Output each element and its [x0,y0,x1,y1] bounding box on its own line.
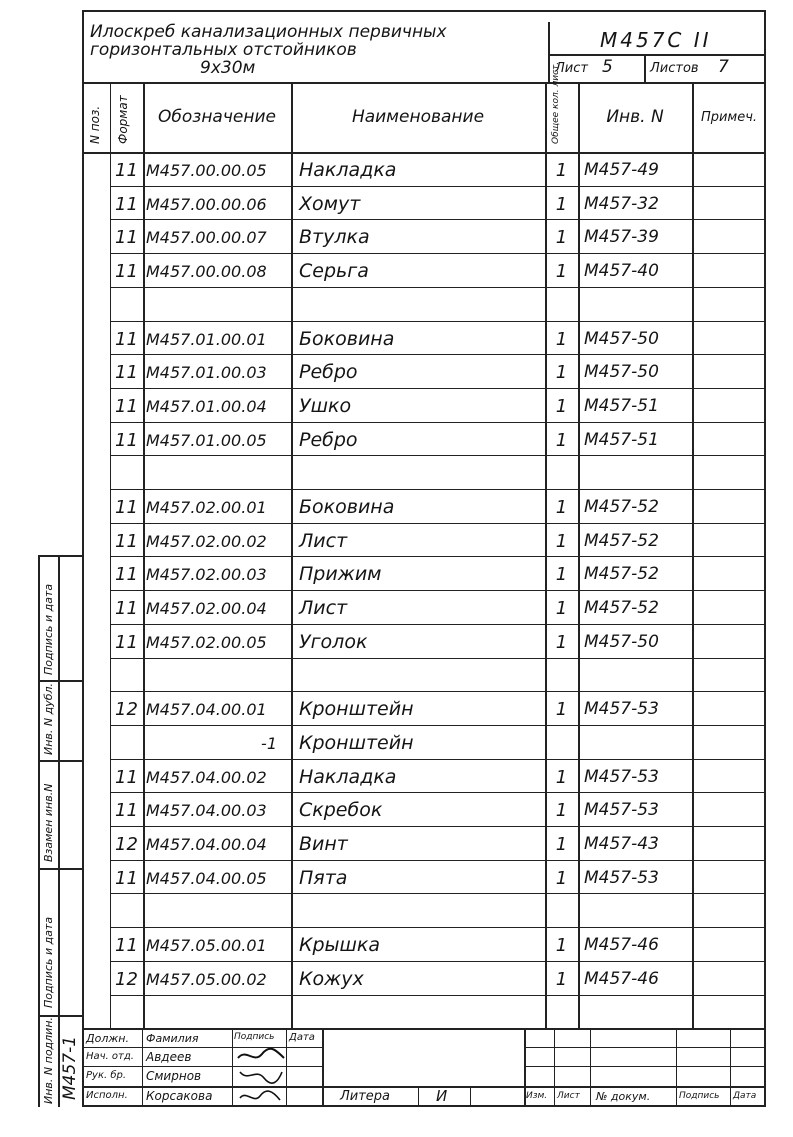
title-block-vline [142,1028,143,1107]
cell-inv: М457-53 [584,767,659,787]
cell-qty: 1 [555,563,568,585]
tb-person-surname: Авдеев [146,1050,192,1064]
table-row-line [110,186,766,187]
cell-name: Ребро [299,361,358,383]
sheet-label: Лист [555,61,588,76]
cell-qty: 1 [555,530,568,552]
cell-qty [545,895,578,927]
cell-inv: М457-50 [584,362,659,382]
header-pos: N поз. [88,105,102,144]
table-column-line [692,82,694,1028]
cell-designation: М457.00.00.06 [146,194,267,214]
side-stamp-divider [58,555,60,1107]
cell-name: Кронштейн [299,732,414,754]
cell-qty: 1 [555,361,568,383]
cell-designation [143,289,291,321]
header-name: Наименование [351,107,485,127]
tb-person-position: Нач. отд. [86,1051,134,1062]
cell-inv: М457-53 [584,800,659,820]
cell-inv: М457-51 [584,396,659,416]
cell-inv: М457-52 [584,497,659,517]
cell-qty [545,997,578,1029]
cell-name: Прижим [299,563,382,585]
rev-col: Изм. [526,1091,548,1101]
cell-qty [545,660,578,692]
cell-designation [143,660,291,692]
table-row-line [110,321,766,322]
cell-format: 11 [115,766,138,788]
cell-format: 11 [115,597,138,619]
cell-name: Крышка [299,934,381,956]
cell-format: 12 [115,833,138,855]
cell-qty: 1 [555,496,568,518]
cell-inv: М457-52 [584,531,659,551]
table-row-line [110,927,766,928]
cell-format: 11 [115,395,138,417]
cell-designation: -1 [261,733,277,753]
cell-name: Лист [299,597,348,619]
tb-person-position: Исполн. [86,1090,128,1101]
cell-qty: 1 [555,631,568,653]
table-row-line [110,489,766,490]
cell-inv [578,997,692,1029]
header-note: Примеч. [700,109,758,125]
cell-designation: М457.02.00.01 [146,497,267,517]
cell-name: Лист [299,530,348,552]
cell-format: 11 [115,799,138,821]
cell-designation: М457.01.00.01 [146,329,267,349]
header-qty: Общее кол. лист. [551,61,561,144]
cell-designation: М457.05.00.01 [146,935,267,955]
cell-format: 11 [115,193,138,215]
cell-name [291,289,545,321]
header-designation: Обозначение [158,107,276,127]
title-block-vline [418,1086,419,1107]
cell-designation: М457.04.00.02 [146,767,267,787]
cell-inv: М457-50 [584,329,659,349]
cell-inv [578,895,692,927]
header-format: Формат [116,95,130,144]
cell-format: 11 [115,429,138,451]
table-row-line [110,388,766,389]
table-row-line [110,523,766,524]
title-block-vline [554,1028,555,1107]
cell-format: 11 [115,260,138,282]
document-title-line-3: 9х30м [200,58,256,78]
rev-col: Дата [733,1091,757,1101]
cell-designation: М457.02.00.04 [146,598,267,618]
cell-qty: 1 [555,226,568,248]
signature-scribble-2 [236,1066,286,1086]
cell-designation: М457.04.00.01 [146,699,267,719]
cell-name [291,997,545,1029]
cell-format [110,895,143,927]
cell-format [110,457,143,489]
cell-inv [578,727,692,759]
cell-format [110,660,143,692]
cell-qty: 1 [555,968,568,990]
cell-name: Уголок [299,631,368,653]
cell-designation: М457.00.00.08 [146,261,267,281]
cell-name [291,457,545,489]
cell-qty: 1 [555,597,568,619]
side-stamp-hline [38,555,82,557]
cell-qty: 1 [555,833,568,855]
rev-col: № докум. [596,1090,651,1103]
cell-designation: М457.00.00.05 [146,160,267,180]
cell-inv: М457-32 [584,194,659,214]
side-label-replace-inv: Взамен инв.N [42,783,55,862]
cell-designation [143,457,291,489]
table-row-line [110,995,766,996]
cell-designation [143,997,291,1029]
cell-format: 11 [115,226,138,248]
cell-name: Боковина [299,496,395,518]
cell-inv: М457-39 [584,227,659,247]
cell-format: 11 [115,328,138,350]
rev-col: Лист [557,1091,580,1101]
cell-format: 11 [115,496,138,518]
table-row-line [110,287,766,288]
document-title-line-2: горизонтальных отстойников [90,40,357,60]
cell-inv: М457-52 [584,598,659,618]
table-row-line [110,961,766,962]
header-right-vline [548,22,550,82]
header-right-hline [548,54,766,56]
side-stamp-outer-left [38,555,40,1107]
litera-value: И [436,1087,448,1105]
cell-designation: М457.01.00.03 [146,362,267,382]
tb-person-position: Рук. бр. [86,1070,127,1081]
cell-name: Скребок [299,799,383,821]
cell-qty: 1 [555,260,568,282]
sheet-number: 5 [602,57,613,77]
sheets-total: 7 [718,57,729,77]
side-label-inv-dup: Инв. N дубл. [42,682,55,755]
cell-format: 11 [115,934,138,956]
table-row-line [110,590,766,591]
cell-designation: М457.00.00.07 [146,227,267,247]
table-row-line [110,759,766,760]
signature-scribble-1 [236,1046,286,1066]
cell-inv [578,660,692,692]
cell-name: Ребро [299,429,358,451]
title-block-top [82,1028,766,1030]
document-title-line-1: Илоскреб канализационных первичных [90,22,447,42]
cell-format [110,997,143,1029]
cell-name: Винт [299,833,348,855]
title-block-vline [730,1028,731,1107]
cell-name [291,660,545,692]
cell-qty [545,289,578,321]
signature-scribble-3 [236,1088,286,1106]
cell-qty: 1 [555,193,568,215]
cell-inv [578,289,692,321]
tb-col-date: Дата [289,1032,315,1043]
cell-qty: 1 [555,328,568,350]
cell-qty: 1 [555,395,568,417]
cell-name: Кожух [299,968,364,990]
cell-designation: М457.01.00.05 [146,430,267,450]
cell-name: Ушко [299,395,352,417]
cell-name [291,895,545,927]
table-row-line [110,624,766,625]
cell-qty [545,457,578,489]
cell-qty: 1 [555,867,568,889]
cell-qty: 1 [555,159,568,181]
cell-qty [545,727,578,759]
cell-format: 11 [115,530,138,552]
title-block-vline [676,1028,677,1107]
cell-designation: М457.04.00.04 [146,834,267,854]
cell-format: 11 [115,361,138,383]
title-block-vline [232,1028,233,1107]
table-row-line [110,826,766,827]
cell-inv: М457-46 [584,969,659,989]
cell-format [110,727,143,759]
cell-inv [578,457,692,489]
cell-name: Боковина [299,328,395,350]
table-row-line [110,860,766,861]
document-code: М457С II [600,28,712,52]
cell-format: 12 [115,698,138,720]
cell-name: Накладка [299,159,397,181]
table-row-line [110,725,766,726]
cell-inv: М457-51 [584,430,659,450]
side-label-sign-date-bottom: Подпись и дата [42,916,55,1008]
side-inv-orig-value: М457-1 [60,1035,80,1100]
cell-designation: М457.04.00.03 [146,800,267,820]
tb-col-surname: Фамилия [146,1032,199,1045]
cell-inv: М457-53 [584,868,659,888]
cell-inv: М457-53 [584,699,659,719]
cell-name: Втулка [299,226,370,248]
title-block-vline [590,1028,591,1107]
cell-name: Кронштейн [299,698,414,720]
cell-designation: М457.02.00.05 [146,632,267,652]
cell-format: 11 [115,631,138,653]
rev-col: Подпись [679,1091,720,1101]
side-stamp-hline [38,760,82,762]
cell-format [110,289,143,321]
side-label-inv-orig: Инв. N подлин. [42,1016,55,1104]
cell-name: Серьга [299,260,369,282]
sheets-label: Листов [650,61,699,76]
table-row-line [110,253,766,254]
cell-inv: М457-50 [584,632,659,652]
title-block-vline [470,1086,471,1107]
cell-inv: М457-46 [584,935,659,955]
cell-designation: М457.01.00.04 [146,396,267,416]
header-inv: Инв. N [606,107,664,127]
cell-designation: М457.02.00.03 [146,564,267,584]
tb-person-surname: Смирнов [146,1069,202,1083]
cell-inv: М457-52 [584,564,659,584]
cell-format: 11 [115,563,138,585]
cell-designation: М457.04.00.05 [146,868,267,888]
cell-inv: М457-49 [584,160,659,180]
cell-name: Накладка [299,766,397,788]
cell-qty: 1 [555,799,568,821]
cell-format: 11 [115,867,138,889]
cell-format: 12 [115,968,138,990]
cell-qty: 1 [555,934,568,956]
title-block-vline [286,1028,287,1107]
cell-name: Пята [299,867,348,889]
cell-designation [143,895,291,927]
title-block-vline [322,1028,324,1107]
litera-label: Литера [340,1089,391,1104]
tb-person-surname: Корсакова [146,1089,213,1103]
tb-col-sign: Подпись [234,1032,275,1042]
title-block-hline [82,1086,766,1088]
cell-qty: 1 [555,429,568,451]
table-row-line [110,422,766,423]
cell-format: 11 [115,159,138,181]
tb-col-position: Должн. [86,1032,129,1045]
cell-qty: 1 [555,698,568,720]
cell-designation: М457.02.00.02 [146,531,267,551]
cell-qty: 1 [555,766,568,788]
side-label-sign-date-top: Подпись и дата [42,583,55,675]
table-row-line [110,658,766,659]
cell-designation: М457.05.00.02 [146,969,267,989]
cell-name: Хомут [299,193,361,215]
side-stamp-hline [38,868,82,870]
side-stamp-hline [38,680,82,682]
cell-inv: М457-43 [584,834,659,854]
cell-inv: М457-40 [584,261,659,281]
header-sheet-divider [644,54,646,82]
